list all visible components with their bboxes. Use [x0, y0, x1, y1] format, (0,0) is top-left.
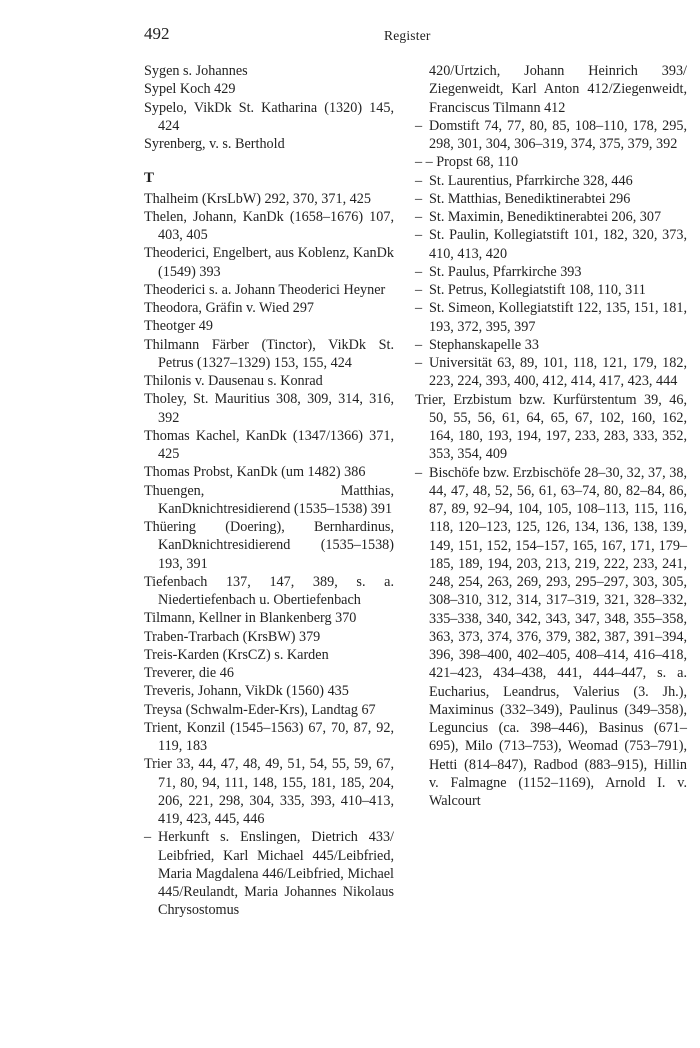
index-entry: Thilonis v. Dausenau s. Konrad	[144, 373, 323, 389]
index-entry: Thuengen, Matthias, KanDknichtresidierend (1535–1538) 391	[144, 482, 394, 517]
index-subentry: – St. Laurentius, Pfarrkirche 328, 446	[415, 172, 687, 190]
running-head: Register	[384, 28, 431, 43]
index-entry-continuation: 420/Urtzich, Johann Heinrich 393/ Ziegenweidt, Karl Anton 412/Ziegenweidt, Franciscus Tilmann 412	[429, 63, 687, 116]
index-entry: Treysa (Schwalm-Eder-Krs), Landtag 67	[144, 701, 376, 718]
index-entry: Syrenberg, v. s. Berthold	[144, 136, 285, 152]
index-subentry: – St. Petrus, Kollegiatstift 108, 110, 311	[415, 281, 687, 299]
index-entry: Tiefenbach 137, 147, 389, s. a. Niedertiefenbach u. Obertiefenbach	[144, 573, 394, 608]
index-entry: Thomas Probst, KanDk (um 1482) 386	[144, 464, 366, 481]
index-entry: Thalheim (KrsLbW) 292, 370, 371, 425	[144, 190, 371, 207]
index-entry: Theoderici s. a. Johann Theoderici Heyner	[144, 281, 386, 298]
index-entry: Treis-Karden (KrsCZ) s. Karden	[144, 646, 329, 663]
index-entry: Trient, Konzil (1545–1563) 67, 70, 87, 92, 119, 183	[144, 719, 394, 754]
index-entry: Sygen s. Johannes	[144, 63, 248, 79]
index-entry: Thomas Kachel, KanDk (1347/1366) 371, 425	[144, 427, 394, 462]
index-entry: Theotger 49	[144, 318, 213, 335]
index-entry: Tilmann, Kellner in Blankenberg 370	[144, 610, 357, 627]
index-subentry: – Herkunft s. Enslingen, Dietrich 433/ Leibfried, Karl Michael 445/Leibfried, Maria Magdalena 446/Leibfried, Michael 445/Reulandt, Maria Johannes Nikolaus Chrysostomus	[144, 828, 394, 919]
index-entry: Sypelo, VikDk St. Katharina (1320) 145, 424	[144, 99, 394, 134]
index-subentry: – St. Matthias, Benediktinerabtei 296	[415, 190, 687, 208]
index-subentry: – St. Paulin, Kollegiatstift 101, 182, 320, 373, 410, 413, 420	[415, 226, 687, 263]
index-entry: Treverer, die 46	[144, 665, 234, 681]
index-entry: Trier 33, 44, 47, 48, 49, 51, 54, 55, 59, 67, 71, 80, 94, 111, 148, 155, 181, 185, 204, 206, 221, 298, 304, 335, 393, 410–413, 419, 423, 445, 446	[144, 756, 394, 827]
index-entry: Thilmann Färber (Tinctor), VikDk St. Petrus (1327–1329) 153, 155, 424	[144, 336, 394, 371]
index-column-right	[415, 62, 687, 810]
index-entry: Thelen, Johann, KanDk (1658–1676) 107, 403, 405	[144, 208, 394, 243]
index-entry: Trier, Erzbistum bzw. Kurfürstentum 39, 46, 50, 55, 56, 61, 64, 65, 67, 102, 160, 162, 164, 180, 193, 194, 197, 233, 283, 333, 352, 353, 354, 409	[415, 391, 687, 463]
index-subentry: – St. Paulus, Pfarrkirche 393	[415, 263, 687, 281]
index-entry: Theodora, Gräfin v. Wied 297	[144, 300, 315, 316]
index-subentry: – Bischöfe bzw. Erzbischöfe 28–30, 32, 37, 38, 44, 47, 48, 52, 56, 61, 63–74, 80, 82–84, 86, 87, 89, 92–94, 104, 105, 108–113, 115, 116, 118, 120–123, 125, 126, 134, 136, 138, 139, 149, 151, 152, 154–157, 165, 167, 171, 179–185, 189, 194, 203, 213, 219, 222, 233, 241, 248, 254, 263, 269, 293, 295–297, 303, 305, 308–310, 312, 314, 317–319, 321, 328–332, 335–338, 340, 342, 343, 347, 348, 355–358, 363, 373, 374, 376, 379, 382, 387, 391–394, 396, 398–400, 402–405, 408–414, 416–418, 421–423, 434–438, 441, 444–447, s. a. Eucharius, Leandrus, Valerius (3. Jh.), Maximinus (332–349), Paulinus (349–358), Leguncius (ca. 398–446), Basinus (671–695), Milo (713–753), Weomad (753–791), Hetti (814–847), Radbod (883–915), Hillin v. Falmagne (1152–1169), Arnold I. v. Walcourt	[415, 464, 687, 811]
index-subentry: – St. Simeon, Kollegiatstift 122, 135, 151, 181, 193, 372, 395, 397	[415, 299, 687, 336]
index-entry: Traben-Trarbach (KrsBW) 379	[144, 628, 321, 645]
index-subentry: – St. Maximin, Benediktinerabtei 206, 307	[415, 208, 687, 226]
index-subentry: – Stephanskapelle 33	[415, 336, 687, 354]
index-subentry: – Universität 63, 89, 101, 118, 121, 179, 182, 223, 224, 393, 400, 412, 414, 417, 423, 444	[415, 354, 687, 391]
index-column-left	[144, 62, 394, 920]
letter-heading: T	[144, 170, 155, 187]
page-number: 492	[144, 24, 170, 43]
index-entry: Sypel Koch 429	[144, 81, 236, 98]
index-subentry: – Domstift 74, 77, 80, 85, 108–110, 178, 295, 298, 301, 304, 306–319, 374, 375, 379, 392	[415, 117, 687, 154]
index-entry: Treveris, Johann, VikDk (1560) 435	[144, 683, 349, 700]
index-entry: Thüering (Doering), Bernhardinus, KanDknichtresidierend (1535–1538) 193, 391	[144, 519, 394, 572]
index-entry: Tholey, St. Mauritius 308, 309, 314, 316, 392	[144, 391, 394, 426]
index-entry: Theoderici, Engelbert, aus Koblenz, KanDk (1549) 393	[144, 245, 394, 280]
index-subsubentry: – – Propst 68, 110	[415, 153, 687, 171]
